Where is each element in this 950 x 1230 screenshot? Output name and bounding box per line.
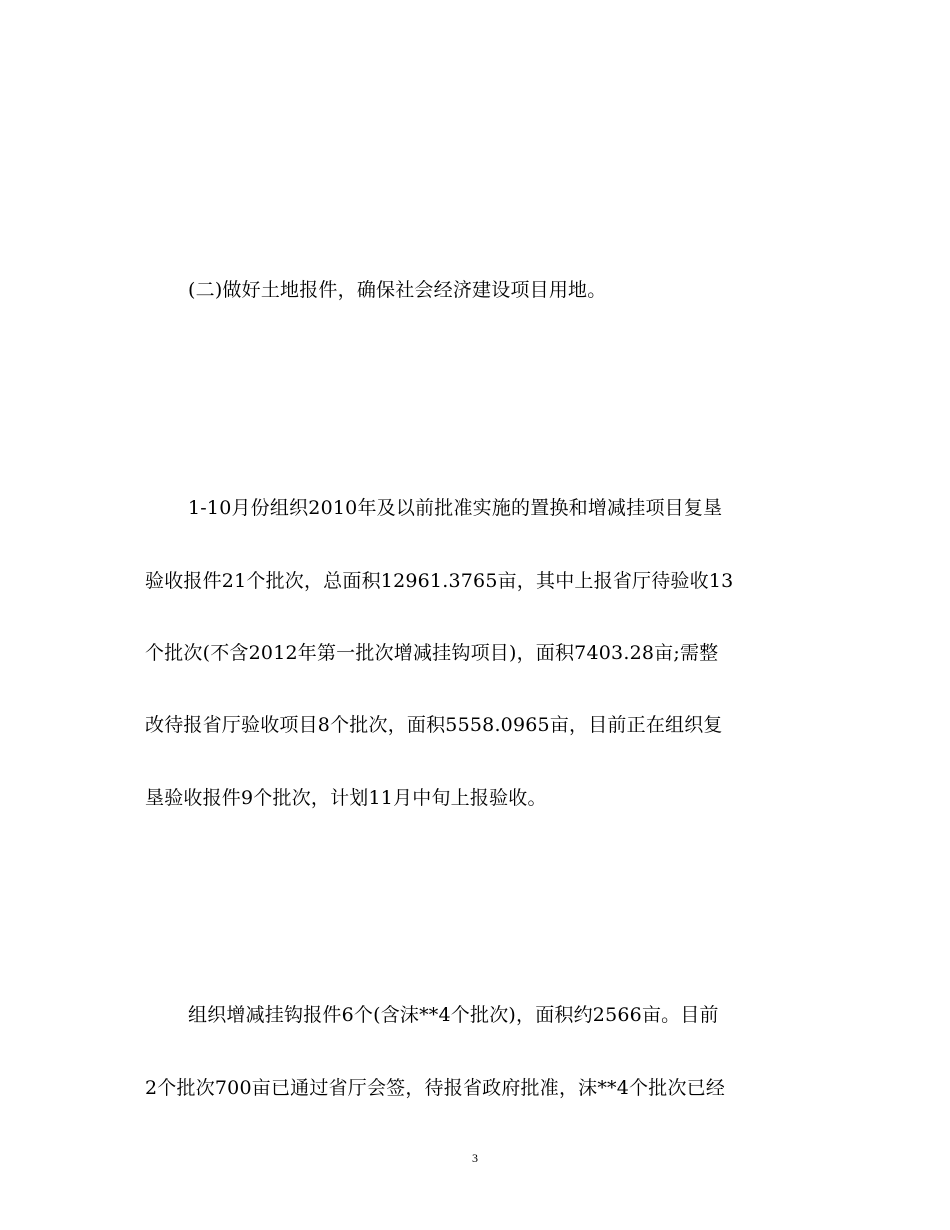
paragraph-1-line-3: 个批次(不含2012年第一批次增减挂钩项目)，面积7403.28亩;需整: [145, 642, 719, 664]
section-heading: (二)做好土地报件，确保社会经济建设项目用地。: [188, 279, 607, 301]
paragraph-1-line-2: 验收报件21个批次，总面积12961.3765亩，其中上报省厅待验收13: [145, 570, 734, 592]
paragraph-2-line-1: 组织增减挂钩报件6个(含沫**4个批次)，面积约2566亩。目前: [188, 1004, 719, 1026]
paragraph-1-line-1: 1-10月份组织2010年及以前批准实施的置换和增减挂项目复垦: [188, 497, 723, 519]
page-number: 3: [472, 1151, 478, 1165]
paragraph-1-line-5: 垦验收报件9个批次，计划11月中旬上报验收。: [145, 787, 547, 809]
paragraph-2-line-2: 2个批次700亩已通过省厅会签，待报省政府批准，沫**4个批次已经: [145, 1077, 726, 1099]
paragraph-1-line-4: 改待报省厅验收项目8个批次，面积5558.0965亩，目前正在组织复: [145, 714, 723, 736]
